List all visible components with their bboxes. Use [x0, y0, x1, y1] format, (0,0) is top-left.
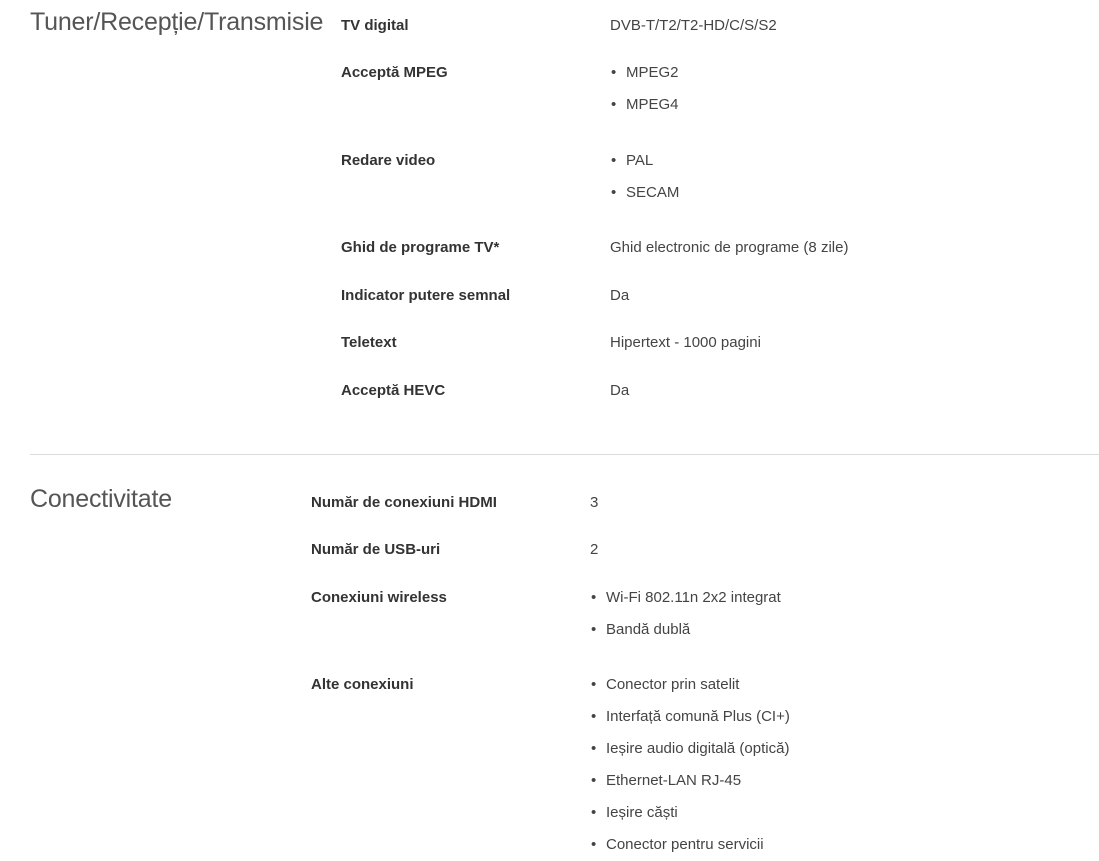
spec-value-hdmi: 3 — [590, 494, 599, 511]
spec-value-epg: Ghid electronic de programe (8 zile) — [610, 239, 849, 256]
spec-value-pal: • PAL — [626, 152, 653, 169]
spec-value-usb: 2 — [590, 541, 599, 558]
spec-value-teletext: Hipertext - 1000 pagini — [610, 334, 761, 351]
spec-value-ethernet: • Ethernet-LAN RJ-45 — [606, 772, 741, 789]
spec-value-headphones: • Ieșire căști — [606, 804, 678, 821]
spec-value-signal: Da — [610, 287, 630, 304]
spec-value-optical: • Ieșire audio digitală (optică) — [606, 740, 789, 757]
spec-value-mpeg4: • MPEG4 — [626, 96, 679, 113]
spec-label-teletext: Teletext — [341, 334, 397, 351]
spec-value-service: • Conector pentru servicii — [606, 836, 764, 853]
spec-label-other: Alte conexiuni — [311, 676, 414, 693]
spec-label-hevc: Acceptă HEVC — [341, 382, 446, 399]
spec-value-secam: • SECAM — [626, 184, 679, 201]
spec-label-signal: Indicator putere semnal — [341, 287, 511, 304]
section-divider — [30, 454, 1099, 455]
spec-value-ci-plus: • Interfață comună Plus (CI+) — [606, 708, 790, 725]
spec-label-mpeg: Acceptă MPEG — [341, 64, 448, 81]
spec-value-hevc: Da — [610, 382, 630, 399]
spec-value-wifi: • Wi-Fi 802.11n 2x2 integrat — [606, 589, 781, 606]
spec-label-hdmi: Număr de conexiuni HDMI — [311, 494, 497, 511]
spec-label-video: Redare video — [341, 152, 436, 169]
section-title-connectivity: Conectivitate — [30, 485, 172, 513]
spec-label-tv-digital: TV digital — [341, 17, 409, 34]
spec-label-epg: Ghid de programe TV* — [341, 239, 500, 256]
spec-value-mpeg2: • MPEG2 — [626, 64, 679, 81]
spec-value-satellite: • Conector prin satelit — [606, 676, 739, 693]
spec-value-tv-digital: DVB-T/T2/T2-HD/C/S/S2 — [610, 17, 777, 34]
spec-label-usb: Număr de USB-uri — [311, 541, 441, 558]
section-title-tuner: Tuner/Recepție/Transmisie — [30, 8, 324, 36]
spec-label-wireless: Conexiuni wireless — [311, 589, 447, 606]
spec-value-dual-band: • Bandă dublă — [606, 621, 690, 638]
